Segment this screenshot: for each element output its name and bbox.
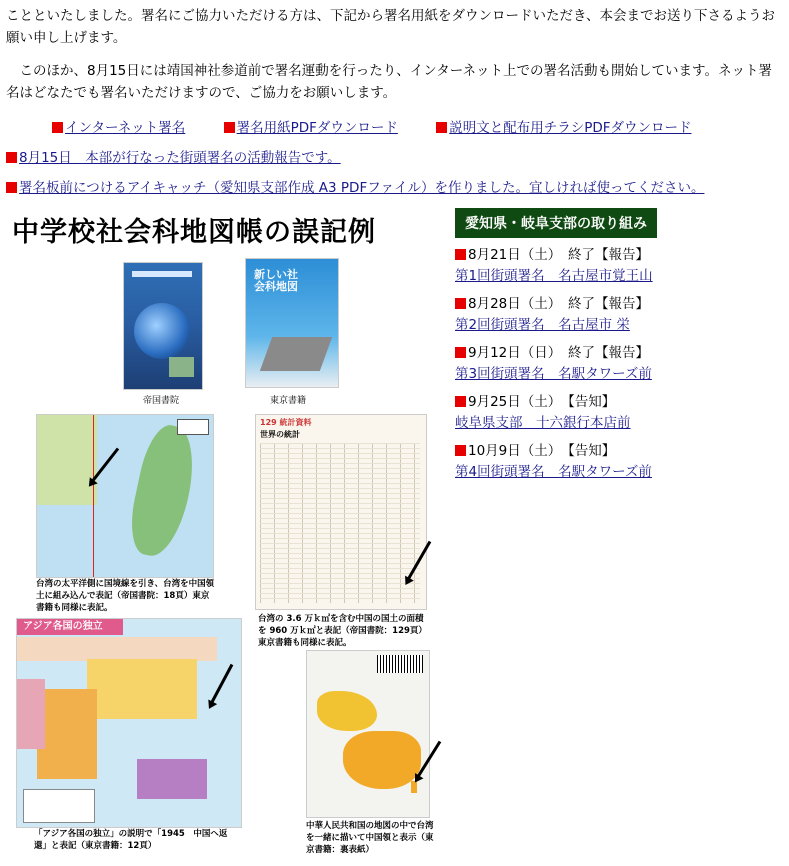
event-date: 10月9日（土） 【告知】	[468, 443, 616, 459]
red-square-bullet-icon	[455, 298, 466, 309]
event-date: 9月12日（日） 終了【報告】	[468, 345, 650, 361]
event-link[interactable]: 第3回街頭署名 名駅タワーズ前	[455, 366, 652, 382]
barcode-icon	[377, 655, 423, 673]
main-title: 中学校社会科地図帳の誤記例	[12, 217, 376, 248]
event-date: 9月25日（土） 【告知】	[468, 394, 616, 410]
book2-label: 東京書籍	[270, 396, 307, 406]
red-square-bullet-icon	[52, 122, 63, 133]
sidebar-event-item	[455, 294, 755, 336]
red-square-bullet-icon	[6, 182, 17, 193]
asia-map-title: アジア各国の独立	[17, 619, 123, 635]
report-link-row	[6, 148, 341, 168]
sidebar-event-item	[455, 343, 755, 385]
red-square-bullet-icon	[436, 122, 447, 133]
aichi-gifu-activities-sidebar	[455, 208, 755, 483]
event-link[interactable]: 第4回街頭署名 名駅タワーズ前	[455, 464, 652, 480]
sidebar-event-item	[455, 245, 755, 287]
teikoku-book-cover	[123, 262, 203, 390]
asia-independence-map-image	[16, 618, 242, 828]
back-cover-china-map-image	[306, 650, 430, 818]
event-date: 8月28日（土） 終了【報告】	[468, 296, 650, 312]
book2-cover-title: 新しい社会科地図	[254, 268, 298, 293]
stats-header: 統計資料	[279, 418, 312, 427]
red-square-bullet-icon	[6, 152, 17, 163]
intro-paragraph-2: このほか、8月15日には靖国神社参道前で署名運動を行ったり、インターネット上での署名活動も開始しています。ネット署名はどなたでも署名いただけますので、ご協力をお願いします。	[6, 63, 772, 101]
caption-statistics: 台湾の 3.6 万ｋ㎡を含む中国の国土の面積を 960 万ｋ㎡と表記（帝国書院：129頁）東京書籍も同様に表記。	[258, 614, 427, 648]
book1-label: 帝国書院	[143, 396, 180, 406]
internet-signature-link[interactable]: インターネット署名	[65, 120, 186, 136]
red-square-bullet-icon	[224, 122, 235, 133]
download-links-row	[52, 118, 726, 138]
event-link[interactable]: 第1回街頭署名 名古屋市覚王山	[455, 268, 653, 284]
sidebar-event-item	[455, 441, 755, 483]
caption-taiwan-map: 台湾の太平洋側に国境線を引き、台湾を中国領土に組み込んで表記（帝国書院：18頁）東京書籍も同様に表記。	[36, 579, 215, 613]
caption-back-cover: 中華人民共和国の地図の中で台湾を一緒に描いて中国領と表示（東京書籍：裏表紙）	[306, 821, 434, 855]
tokyo-shoseki-book-cover	[245, 258, 339, 388]
event-link[interactable]: 第2回街頭署名 名古屋市 栄	[455, 317, 630, 333]
flyer-pdf-link[interactable]: 説明文と配布用チラシPDFダウンロード	[449, 120, 692, 136]
sidebar-event-item	[455, 392, 755, 434]
event-date: 8月21日（土） 終了【報告】	[468, 247, 650, 263]
globe-icon	[134, 303, 190, 359]
signature-form-pdf-link[interactable]: 署名用紙PDFダウンロード	[236, 120, 398, 136]
intro-paragraph-1: ことといたしました。署名にご協力いただける方は、下記から署名用紙をダウンロードいただき、本会までお送り下さるようお願い申し上げます。	[6, 8, 775, 46]
caption-asia-map: 「アジア各国の独立」の説明で「1945 中国へ返還」と表記（東京書籍：12頁）	[34, 829, 228, 851]
red-square-bullet-icon	[455, 347, 466, 358]
world-statistics-table-image: 129 統計資料 世界の統計	[255, 414, 427, 610]
taiwan-map-image	[36, 414, 214, 578]
aug15-report-link[interactable]: 8月15日 本部が行なった街頭署名の活動報告です。	[19, 150, 341, 166]
red-square-bullet-icon	[455, 249, 466, 260]
eyecatch-pdf-link[interactable]: 署名板前につけるアイキャッチ（愛知県支部作成 A3 PDFファイル）を作りました。宜しければ使ってください。	[19, 180, 705, 196]
red-square-bullet-icon	[455, 396, 466, 407]
stats-title: 世界の統計	[260, 430, 300, 439]
red-square-bullet-icon	[455, 445, 466, 456]
eyecatch-link-row	[6, 178, 704, 198]
sidebar-header: 愛知県・岐阜支部の取り組み	[455, 208, 657, 238]
event-link[interactable]: 岐阜県支部 十六銀行本店前	[455, 415, 631, 431]
